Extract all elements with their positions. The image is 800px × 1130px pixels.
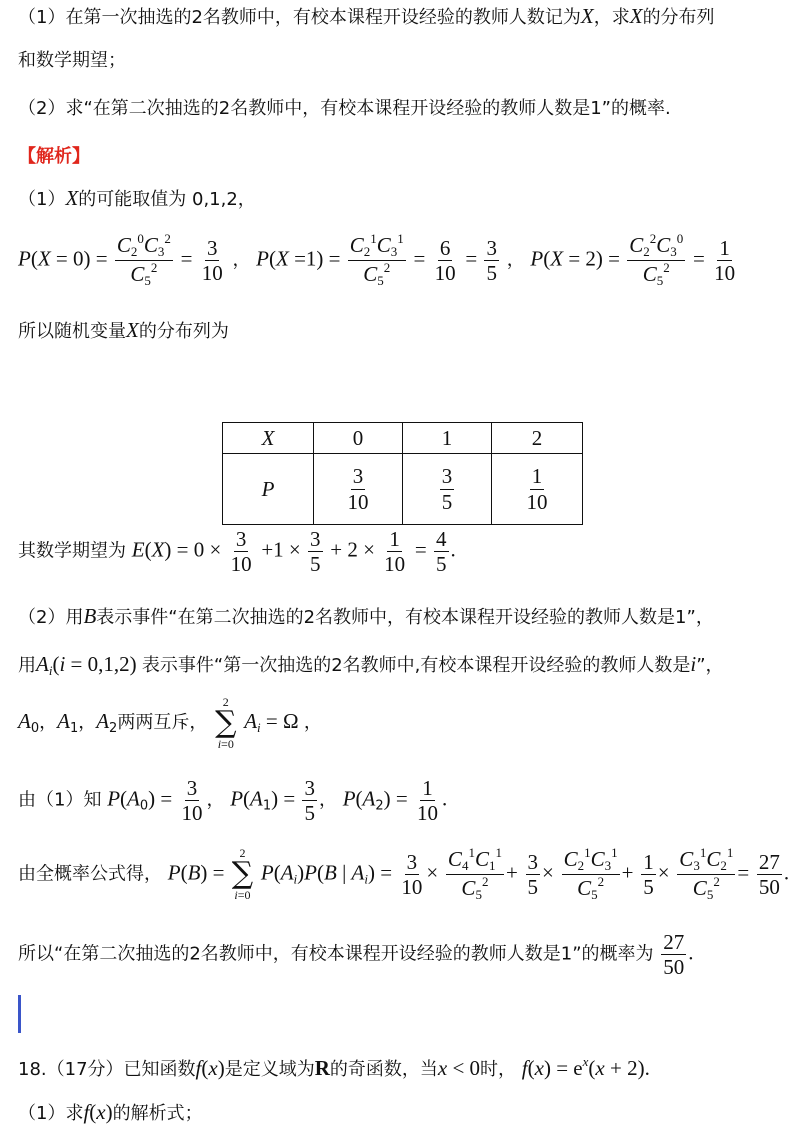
table-cell: $\frac{1}{10}$ bbox=[492, 454, 583, 525]
question-2-line: （2）求“在第二次抽选的2名教师中，有校本课程开设经验的教师人数是1”的概率. bbox=[18, 98, 671, 119]
question-18-part-1: （1）求f(x)的解析式； bbox=[18, 1100, 203, 1124]
table-header-cell: 0 bbox=[314, 423, 403, 454]
solution-2-line-1: （2）用B表示事件“在第二次抽选的2名教师中，有校本课程开设经验的教师人数是1”， bbox=[18, 604, 714, 628]
solution-1-intro: （1）X的可能取值为 0,1,2， bbox=[18, 186, 256, 210]
mutually-exclusive-line: $A_0$，$A_1$，$A_2$两两互斥， 2 ∑ i=0 $A_i = \Omega$ ， bbox=[18, 695, 322, 751]
fraction: $\frac{6}{10}$ bbox=[434, 235, 456, 285]
table-cell: $\frac{3}{5}$ bbox=[403, 454, 492, 525]
fraction: $\frac{C_2^1C_3^1}{C_5^2}$ bbox=[349, 231, 404, 288]
table-header-cell: 2 bbox=[492, 423, 583, 454]
solution-heading: 【解析】 bbox=[18, 146, 90, 167]
fraction: $\frac{3}{5}$ bbox=[486, 235, 497, 285]
table-header-cell: X bbox=[223, 423, 314, 454]
question-18-line: 18.（17分）已知函数f(x)是定义域为R的奇函数，当x < 0时， $f(x) = e^x(x + 2)$. bbox=[18, 1054, 650, 1080]
summation-symbol: 2 ∑ i=0 bbox=[215, 695, 237, 751]
fraction: $\frac{C_2^0C_3^2}{C_5^2}$ bbox=[116, 231, 171, 288]
var-x: X bbox=[580, 4, 594, 28]
solution-2-line-2: 用$A_i(i = 0,1,2)$ 表示事件“第一次抽选的2名教师中,有校本课程开设经验的教师人数是i”， bbox=[18, 652, 724, 678]
fraction: $\frac{3}{10}$ bbox=[201, 235, 223, 285]
probabilities-from-1: 由（1）知 $P(A_0)$ = $\frac{3}{10}$ ， $P(A_1)$ = $\frac{3}{5}$ ， $P(A_2)$ = $\frac{1}{10}$ . bbox=[18, 776, 448, 826]
conclusion-line: 所以“在第二次抽选的2名教师中，有校本课程开设经验的教师人数是1”的概率为 $\frac{27}{50}$ . bbox=[18, 930, 694, 980]
probability-formulas: P(X = 0) = $\frac{C_2^0C_3^2}{C_5^2}$ = $\frac{3}{10}$ ， P(X =1) = $\frac{C_2^1C_3^1}{C_5^2}$ = $\frac{6}{10}$ = $\frac{3}{5}$ ， P(X = 2) = $\frac{C_2^2C_3^0}{C_5^2}$ = $\frac{1}{10}$ bbox=[18, 231, 736, 288]
question-1-line: （1）在第一次抽选的2名教师中，有校本课程开设经验的教师人数记为X，求X的分布列 bbox=[18, 4, 715, 28]
fraction: $\frac{C_2^2C_3^0}{C_5^2}$ bbox=[629, 231, 684, 288]
table-cell: $\frac{3}{10}$ bbox=[314, 454, 403, 525]
summation-symbol: 2 ∑ i=0 bbox=[231, 846, 254, 903]
margin-marker bbox=[18, 995, 21, 1033]
total-probability-line: 由全概率公式得， P(B) = 2 ∑ i=0 $P(A_i)P(B$ | $A_i$) = $\frac{3}{10}$ × $\frac{C_4^1C_1^1}{C_5^2}$ + $\frac{3}{5}$ × $\frac{C_2^1C_3^1}{C_5^2}$ + $\frac{1}{5}$ × $\frac{C_3^1C_2^1}{C_5^2}$ = $\frac{27}{50}$ . bbox=[18, 845, 790, 903]
expectation-line: 其数学期望为 E(X) = 0 × $\frac{3}{10}$ +1 × $\frac{3}{5}$ + 2 × $\frac{1}{10}$ = $\frac{4}{5}$ . bbox=[18, 527, 456, 577]
distribution-intro: 所以随机变量X的分布列为 bbox=[18, 318, 229, 342]
question-1-continued: 和数学期望； bbox=[18, 50, 126, 71]
distribution-table bbox=[222, 422, 583, 525]
fraction: $\frac{1}{10}$ bbox=[714, 235, 736, 285]
table-header-cell: 1 bbox=[403, 423, 492, 454]
table-row-label: P bbox=[223, 454, 314, 525]
